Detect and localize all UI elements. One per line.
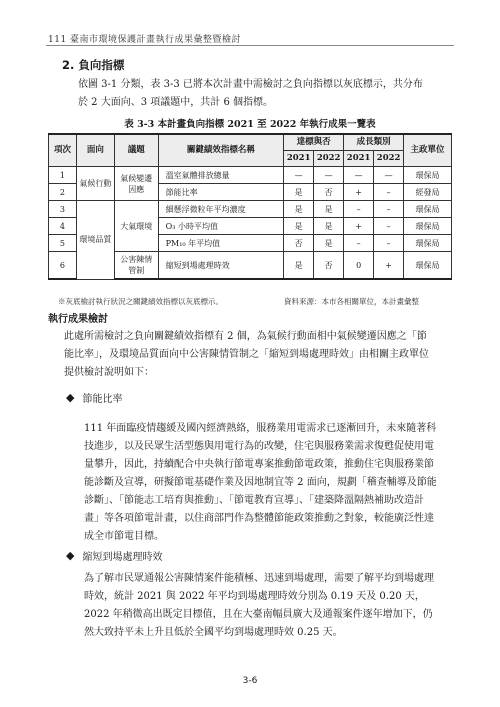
target-2021: 否 bbox=[284, 235, 314, 252]
kpi-name: 縮短到場處理時效 bbox=[158, 252, 284, 280]
running-head: 111 臺南市環境保護計畫執行成果彙整暨檢討 bbox=[48, 35, 242, 45]
target-2022: 是 bbox=[314, 201, 344, 218]
row-no: 3 bbox=[49, 201, 77, 218]
growth-2022: – bbox=[374, 201, 404, 218]
table-row bbox=[49, 201, 452, 218]
row-no: 4 bbox=[49, 218, 77, 235]
growth-2021: 0 bbox=[344, 252, 374, 280]
target-2022: 是 bbox=[314, 235, 344, 252]
agency-cell: 環保局 bbox=[404, 167, 452, 184]
target-2021: 是 bbox=[284, 184, 314, 201]
diamond-bullet-icon: ◆ bbox=[66, 391, 75, 404]
target-2021: — bbox=[284, 167, 314, 184]
header-issue: 議題 bbox=[114, 134, 158, 167]
header-target-group: 達標與否 bbox=[284, 134, 344, 151]
kpi-name: 溫室氣體排放總量 bbox=[158, 167, 284, 184]
header-aspect: 面向 bbox=[76, 134, 114, 167]
review-paragraph: 此處所需檢討之負向關鍵績效指標有 2 個，為氣候行動面相中氣候變遷因應之「節能比率」，及環境品質面向中公害陳情管制之「縮短到場處理時效」由相關主政單位提供檢討說明如下： bbox=[64, 331, 429, 378]
diamond-bullet-icon: ◆ bbox=[66, 549, 75, 562]
issue-cell: 大氣環境 bbox=[114, 201, 158, 252]
agency-cell: 環保局 bbox=[404, 218, 452, 235]
target-2021: 是 bbox=[284, 218, 314, 235]
growth-2022: — bbox=[374, 167, 404, 184]
table-row bbox=[49, 167, 452, 184]
header-growth-group: 成長類別 bbox=[344, 134, 404, 151]
agency-cell: 經發局 bbox=[404, 184, 452, 201]
header-growth-2022: 2022 bbox=[374, 151, 404, 167]
kpi-name: O₃ 小時平均值 bbox=[158, 218, 284, 235]
target-2022: 否 bbox=[314, 184, 344, 201]
growth-2022: – bbox=[374, 218, 404, 235]
growth-2022: + bbox=[374, 252, 404, 280]
agency-cell: 環保局 bbox=[404, 201, 452, 218]
bullet-title: 縮短到場處理時效 bbox=[82, 552, 163, 563]
header-growth-2021: 2021 bbox=[344, 151, 374, 167]
table-source: 資料來源：本市各相關單位，本計畫彙整 bbox=[284, 297, 419, 306]
row-no: 2 bbox=[49, 184, 77, 201]
kpi-name: 節能比率 bbox=[158, 184, 284, 201]
aspect-cell: 氣候行動 bbox=[76, 167, 114, 201]
bullet-item bbox=[66, 548, 162, 563]
bullet-body: 111 年面臨疫情趨緩及國內經濟熱絡，服務業用電需求已逐漸回升，未來隨著科技進步，以及民眾生活型態與用電行為的改變，住宅與服務業需求復甦促使用電量攀升，因此，持續配合中央執行節電專案推動節電政策，推動住宅與服務業節能診斷及宣導，研擬節電基礎作業及因地制宜等 2 面向，規劃「稽查輔導及節能診斷」、「節能志工培育與推動」、「節電教育宣導」、「建築降溫隔熱補助改造計畫」等各項節電計畫，以住商部門作為整體節能政策推動之對象，較能廣泛性達成全市節電目標。 bbox=[84, 423, 437, 542]
growth-2021: — bbox=[344, 167, 374, 184]
header-divider bbox=[46, 45, 454, 46]
header-kpi: 關鍵績效指標名稱 bbox=[158, 134, 284, 167]
growth-2021: – bbox=[344, 235, 374, 252]
target-2022: 否 bbox=[314, 252, 344, 280]
target-2021: 是 bbox=[284, 201, 314, 218]
header-target-2022: 2022 bbox=[314, 151, 344, 167]
bullet-title: 節能比率 bbox=[82, 394, 123, 405]
growth-2021: – bbox=[344, 201, 374, 218]
agency-cell: 環保局 bbox=[404, 252, 452, 280]
subheading: 執行成果檢討 bbox=[48, 314, 108, 325]
growth-2021: + bbox=[344, 218, 374, 235]
row-no: 5 bbox=[49, 235, 77, 252]
kpi-name: PM₁₀ 年平均值 bbox=[158, 235, 284, 252]
section-heading: 2. 負向指標 bbox=[62, 58, 125, 72]
row-no: 1 bbox=[49, 167, 77, 184]
issue-cell: 氣候變遷因應 bbox=[114, 167, 158, 201]
target-2022: — bbox=[314, 167, 344, 184]
table-caption: 表 3-3 本計畫負向指標 2021 至 2022 年執行成果一覽表 bbox=[124, 119, 376, 130]
bullet-body: 為了解市民眾通報公害陳情案件能積極、迅速到場處理，需要了解平均到場處理時效，統計 2021 與 2022 年平均到場處理時效分別為 0.19 天及 0.20 天，2022 年稍微高出既定目標值，且在大臺南幅員廣大及通報案件逐年增加下，仍然大致持平未上升且低於全國平均到場處理時效 0.25 天。 bbox=[84, 573, 434, 638]
growth-2021: + bbox=[344, 184, 374, 201]
target-2021: 是 bbox=[284, 252, 314, 280]
growth-2022: – bbox=[374, 184, 404, 201]
header-target-2021: 2021 bbox=[284, 151, 314, 167]
table-note: ※灰底檢討執行狀況之關鍵績效指標以灰底標示。 bbox=[58, 297, 223, 306]
row-no: 6 bbox=[49, 252, 77, 280]
issue-cell: 公害陳情管制 bbox=[114, 252, 158, 280]
growth-2022: – bbox=[374, 235, 404, 252]
header-no: 項次 bbox=[49, 134, 77, 167]
kpi-name: 細懸浮微粒年平均濃度 bbox=[158, 201, 284, 218]
aspect-cell: 環境品質 bbox=[76, 201, 114, 280]
page-number: 3-6 bbox=[242, 676, 258, 686]
kpi-table bbox=[48, 133, 452, 280]
target-2022: 是 bbox=[314, 218, 344, 235]
agency-cell: 環保局 bbox=[404, 235, 452, 252]
header-agency: 主政單位 bbox=[404, 134, 452, 167]
bullet-item bbox=[66, 390, 122, 405]
intro-paragraph: 依圖 3-1 分類，表 3-3 已將本次計畫中需檢討之負向指標以灰底標示，共分布於 2 大面向、3 項議題中，共計 6 個指標。 bbox=[78, 79, 423, 108]
